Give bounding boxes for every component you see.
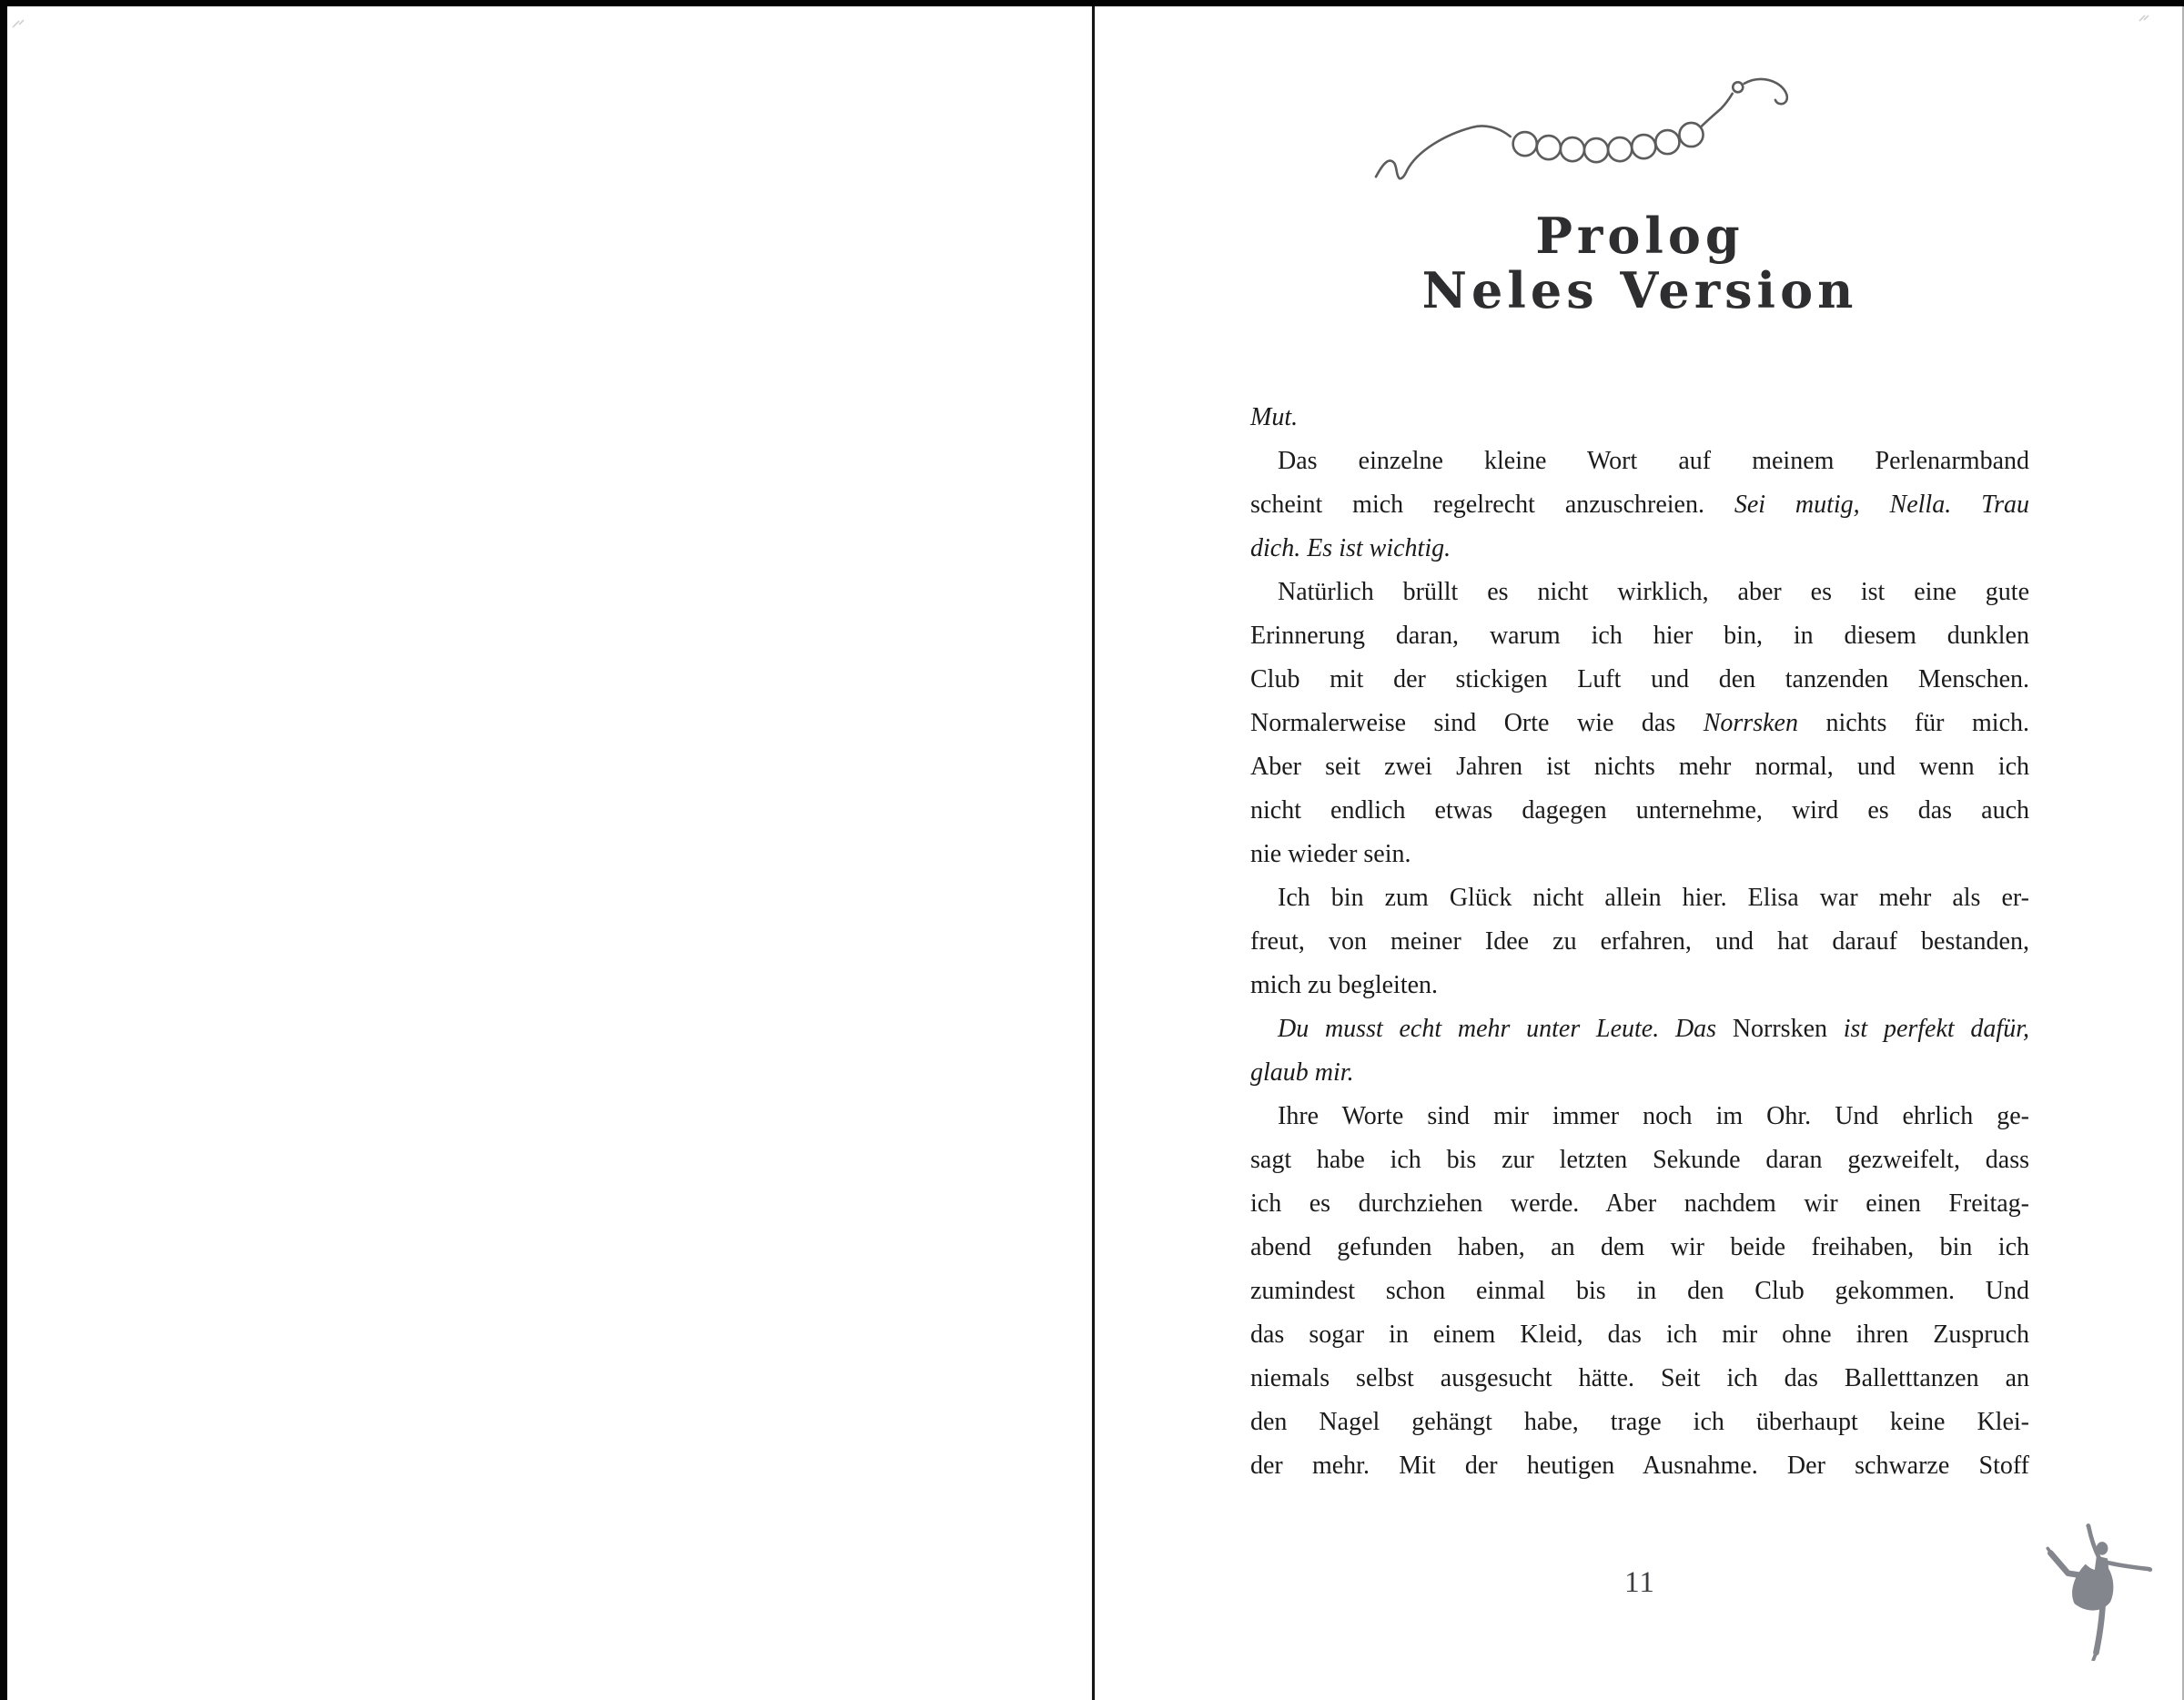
body-line: Natürlich brüllt es nicht wirklich, aber es ist eine gute <box>1278 578 2029 606</box>
body-line: Club mit der stickigen Luft und den tanzenden Menschen. <box>1250 665 2029 693</box>
body-line: abend gefunden haben, an dem wir beide freihaben, bin ich <box>1250 1233 2029 1261</box>
body-line: sagt habe ich bis zur letzten Sekunde daran gezweifelt, dass <box>1250 1146 2029 1174</box>
body-line: der mehr. Mit der heutigen Ausnahme. Der schwarze Stoff <box>1250 1452 2029 1480</box>
body-line: Normalerweise sind Orte wie das Norrsken nichts für mich. <box>1250 709 2029 737</box>
chapter-title <box>1250 208 2029 318</box>
page-right <box>1095 6 2182 1700</box>
body-line: Du musst echt mehr unter Leute. Das Norrsken ist perfekt dafür, <box>1278 1015 2030 1043</box>
pearl-bracelet-ornament-icon <box>1373 66 1794 188</box>
page-number: 11 <box>1624 1566 1655 1599</box>
body-line: den Nagel gehängt habe, trage ich überhaupt keine Klei- <box>1250 1408 2029 1436</box>
body-line: ich es durchziehen werde. Aber nachdem wir einen Freitag- <box>1250 1189 2029 1218</box>
page-left-blank <box>7 6 1091 1700</box>
chapter-title-line2: Neles Version <box>1421 261 1858 319</box>
body-line: das sogar in einem Kleid, das ich mir ohne ihren Zuspruch <box>1250 1321 2029 1349</box>
scan-artifact-icon <box>11 16 27 29</box>
scan-artifact-icon <box>2137 11 2153 24</box>
chapter-title-line1: Prolog <box>1535 207 1744 265</box>
body-line: nie wieder sein. <box>1250 840 1411 868</box>
body-line: nicht endlich etwas dagegen unternehme, wird es das auch <box>1250 796 2029 825</box>
ballerina-silhouette-icon <box>2046 1521 2155 1661</box>
body-line: Mut. <box>1250 403 1299 431</box>
body-line: freut, von meiner Idee zu erfahren, und hat darauf bestanden, <box>1250 927 2029 956</box>
scan-border-left <box>0 0 7 1700</box>
body-line: glaub mir. <box>1250 1058 1354 1087</box>
body-line: zumindest schon einmal bis in den Club gekommen. Und <box>1250 1277 2029 1305</box>
body-text <box>1250 396 2029 1488</box>
body-line: Das einzelne kleine Wort auf meinem Perlenarmband <box>1278 447 2029 475</box>
body-line: scheint mich regelrecht anzuschreien. Sei mutig, Nella. Trau <box>1250 491 2029 519</box>
body-line: Ich bin zum Glück nicht allein hier. Elisa war mehr als er- <box>1278 884 2029 912</box>
body-line: Ihre Worte sind mir immer noch im Ohr. Und ehrlich ge- <box>1278 1102 2029 1130</box>
body-line: mich zu begleiten. <box>1250 971 1439 999</box>
body-line: niemals selbst ausgesucht hätte. Seit ich das Balletttanzen an <box>1250 1364 2029 1392</box>
body-line: dich. Es ist wichtig. <box>1250 534 1451 562</box>
scan-border-top <box>0 0 2184 6</box>
page-divider <box>1091 0 1095 1700</box>
body-line: Aber seit zwei Jahren ist nichts mehr normal, und wenn ich <box>1250 753 2029 781</box>
body-line: Erinnerung daran, warum ich hier bin, in diesem dunklen <box>1250 622 2029 650</box>
